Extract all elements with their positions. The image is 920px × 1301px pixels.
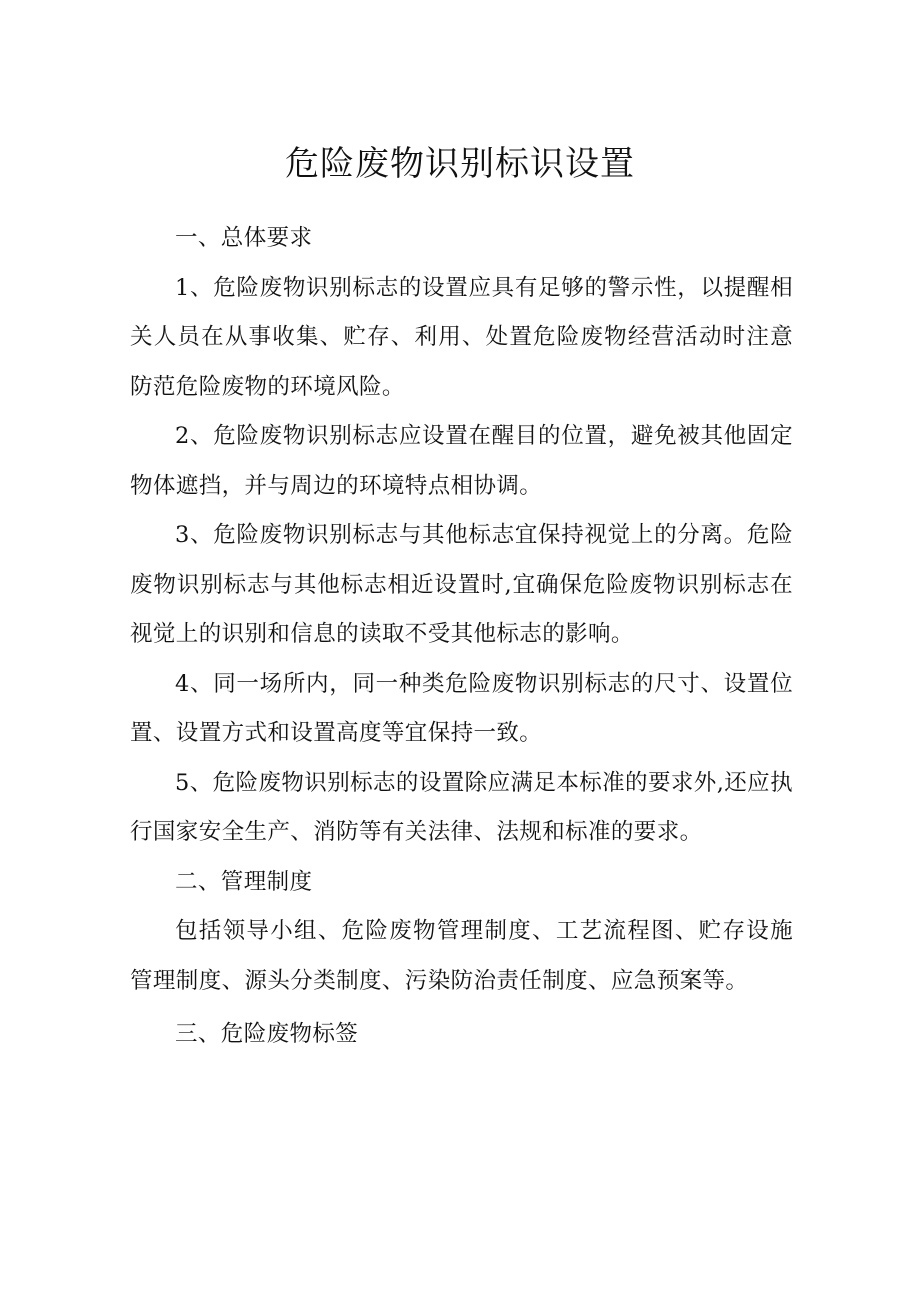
paragraph-requirement-5: 5、危险废物识别标志的设置除应满足本标准的要求外,还应执行国家安全生产、消防等有关法律、法规和标准的要求。 <box>130 769 793 845</box>
paragraph-management-system: 包括领导小组、危险废物管理制度、工艺流程图、贮存设施管理制度、源头分类制度、污染防治责任制度、应急预案等。 <box>130 918 793 994</box>
section-heading-hazardous-waste-label: 三、危险废物标签 <box>175 1021 359 1047</box>
paragraph-requirement-2: 2、危险废物识别标志应设置在醒目的位置，避免被其他固定物体遮挡，并与周边的环境特点相协调。 <box>130 423 793 499</box>
document-title: 危险废物识别标识设置 <box>285 144 635 184</box>
paragraph-requirement-4: 4、同一场所内，同一种类危险废物识别标志的尺寸、设置位置、设置方式和设置高度等宜保持一致。 <box>130 670 793 746</box>
paragraph-requirement-1: 1、危险废物识别标志的设置应具有足够的警示性，以提醒相关人员在从事收集、贮存、利用、处置危险废物经营活动时注意防范危险废物的环境风险。 <box>130 274 793 400</box>
section-heading-management-system: 二、管理制度 <box>175 868 313 895</box>
paragraph-requirement-3: 3、危险废物识别标志与其他标志宜保持视觉上的分离。危险废物识别标志与其他标志相近设置时,宜确保危险废物识别标志在视觉上的识别和信息的读取不受其他标志的影响。 <box>130 522 793 647</box>
section-heading-general-requirements: 一、总体要求 <box>175 225 313 251</box>
document-body <box>130 214 793 1060</box>
